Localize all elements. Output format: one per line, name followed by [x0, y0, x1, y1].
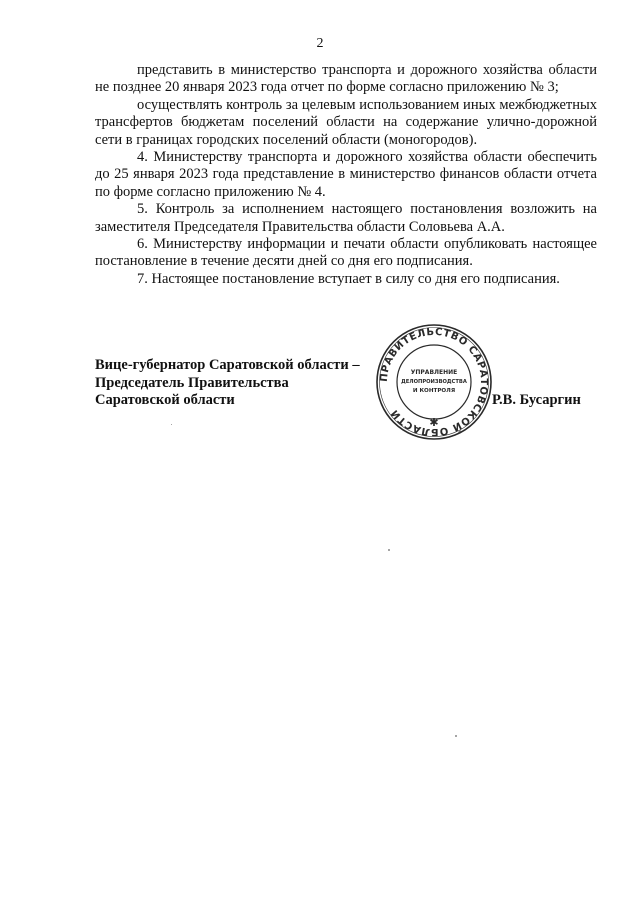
scan-speck — [171, 424, 172, 425]
paragraph: 7. Настоящее постановление вступает в силу со дня его подписания. — [137, 270, 560, 287]
official-seal — [374, 322, 494, 442]
seal-inner-text: ДЕЛОПРОИЗВОДСТВА — [401, 379, 467, 385]
seal-outer-text: ПРАВИТЕЛЬСТВО САРАТОВСКОЙ ОБЛАСТИ — [378, 326, 490, 438]
signatory-title-line: Вице-губернатор Саратовской области – — [95, 357, 360, 373]
paragraph: 6. Министерству информации и печати области опубликовать настоящее постановление в течение десяти дней со дня его подписания. — [95, 236, 597, 270]
page-number: 2 — [316, 36, 324, 51]
scan-speck — [455, 735, 457, 737]
signatory-title — [95, 357, 360, 410]
document-body — [95, 62, 597, 288]
scan-speck — [388, 549, 390, 551]
paragraph: представить в министерство транспорта и дорожного хозяйства области не позднее 20 января 2023 года отчет по форме согласно приложению № 3; — [95, 62, 597, 96]
seal-inner-text: И КОНТРОЛЯ — [412, 388, 456, 394]
paragraph: 5. Контроль за исполнением настоящего постановления возложить на заместителя Председателя Правительства области Соловьева А.А. — [95, 201, 597, 235]
seal-star-icon: ✱ — [429, 416, 439, 429]
paragraph: осуществлять контроль за целевым использованием иных межбюджетных трансфертов бюджетам поселений области на содержание улично-дорожной сети в границах городских поселений области (моногородов). — [95, 96, 597, 148]
paragraph: 4. Министерству транспорта и дорожного хозяйства области обеспечить до 25 января 2023 года представление в министерство финансов области отчета по форме согласно приложению № 4. — [95, 149, 597, 200]
seal-inner-text: УПРАВЛЕНИЕ — [410, 369, 458, 376]
signatory-name: Р.В. Бусаргин — [492, 392, 581, 408]
signatory-title-line: Саратовской области — [95, 392, 235, 408]
signatory-title-line: Председатель Правительства — [95, 374, 289, 391]
